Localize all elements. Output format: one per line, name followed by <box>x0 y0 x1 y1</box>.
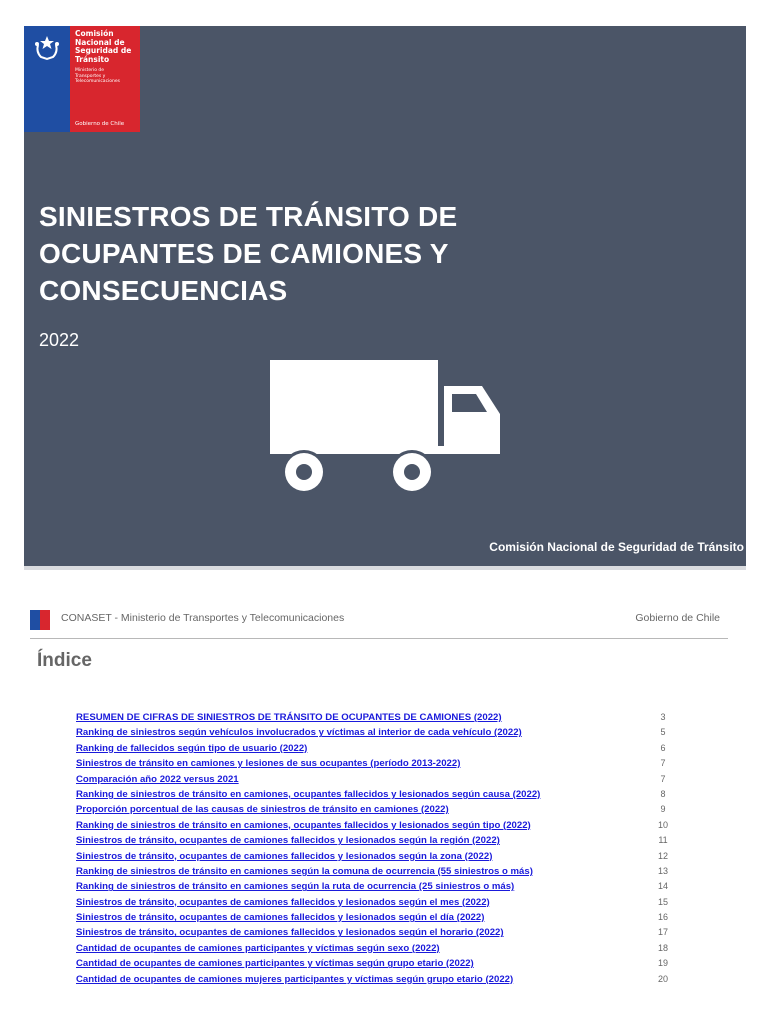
logo-gobierno: Gobierno de Chile <box>75 121 125 127</box>
toc-item <box>76 787 676 802</box>
cover-title-line: OCUPANTES DE CAMIONES Y <box>39 238 449 269</box>
logo-title-line: Tránsito <box>75 54 110 64</box>
logo-red-panel <box>70 26 140 132</box>
toc-link[interactable]: Siniestros de tránsito en camiones y lesiones de sus ocupantes (período 2013-2022) <box>76 758 461 770</box>
toc-page-number: 20 <box>657 973 668 984</box>
toc-link[interactable]: Ranking de siniestros de tránsito en camiones, ocupantes fallecidos y lesionados según causa (2022) <box>76 788 541 800</box>
toc-link[interactable]: Cantidad de ocupantes de camiones mujeres participantes y víctimas según grupo etario (2022) <box>76 973 514 985</box>
truck-icon <box>270 360 500 496</box>
toc-link[interactable]: Siniestros de tránsito, ocupantes de camiones fallecidos y lesionados según el horario (2022) <box>76 927 504 939</box>
toc-link[interactable]: Cantidad de ocupantes de camiones participantes y víctimas según grupo etario (2022) <box>76 958 474 970</box>
cover-title-line: CONSECUENCIAS <box>39 275 288 306</box>
logo-title <box>75 30 131 64</box>
toc-link[interactable]: RESUMEN DE CIFRAS DE SINIESTROS DE TRÁNSITO DE OCUPANTES DE CAMIONES (2022) <box>76 712 502 723</box>
logo-sub-line: Ministerio de <box>75 68 105 73</box>
toc-page-number: 8 <box>660 788 666 799</box>
cover-year: 2022 <box>39 330 80 350</box>
logo-blue-panel <box>24 26 70 132</box>
chile-flag-icon <box>30 610 50 630</box>
toc-item <box>76 864 676 879</box>
header-gobierno: Gobierno de Chile <box>635 612 720 624</box>
toc-link[interactable]: Siniestros de tránsito, ocupantes de camiones fallecidos y lesionados según la región (2022) <box>76 835 500 847</box>
toc-link[interactable]: Ranking de siniestros de tránsito en camiones según la ruta de ocurrencia (25 siniestros o más) <box>76 881 515 893</box>
toc-link[interactable]: Cantidad de ocupantes de camiones participantes y víctimas según sexo (2022) <box>76 942 440 954</box>
cover-footer: Comisión Nacional de Seguridad de Tránsito <box>489 540 744 554</box>
toc-link[interactable]: Ranking de siniestros de tránsito en camiones, ocupantes fallecidos y lesionados según tipo (2022) <box>76 819 531 831</box>
toc-link[interactable]: Siniestros de tránsito, ocupantes de camiones fallecidos y lesionados según el día (2022) <box>76 912 485 924</box>
toc-page-number: 11 <box>658 835 668 846</box>
toc-item <box>76 925 676 940</box>
toc-page-number: 3 <box>660 712 666 722</box>
toc-page-number: 17 <box>657 927 668 938</box>
conaset-logo <box>24 26 140 132</box>
header-ministry: CONASET - Ministerio de Transportes y Telecomunicaciones <box>61 612 345 624</box>
toc-link[interactable]: Ranking de siniestros según vehículos involucrados y víctimas al interior de cada vehículo (2022) <box>76 727 522 739</box>
toc-page-number: 14 <box>657 881 668 892</box>
toc-page-number: 7 <box>660 758 666 769</box>
toc-page-number: 10 <box>657 819 668 830</box>
toc-item <box>76 725 676 740</box>
toc-link[interactable]: Ranking de siniestros de tránsito en camiones según la comuna de ocurrencia (55 siniestros o más) <box>76 865 533 877</box>
toc-item <box>76 956 676 971</box>
logo-title-line: Seguridad de <box>75 46 132 55</box>
table-of-contents <box>76 710 676 987</box>
toc-page-number: 15 <box>657 896 668 907</box>
toc-link[interactable]: Comparación año 2022 versus 2021 <box>76 773 239 785</box>
cover-title-line: SINIESTROS DE TRÁNSITO DE <box>39 201 458 232</box>
toc-item <box>76 910 676 925</box>
toc-item <box>76 818 676 833</box>
toc-item <box>76 772 676 787</box>
toc-page-number: 6 <box>660 742 666 753</box>
toc-link[interactable]: Ranking de fallecidos según tipo de usuario (2022) <box>76 742 308 754</box>
cover-title <box>39 198 599 309</box>
toc-item <box>76 941 676 956</box>
toc-link[interactable]: Proporción porcentual de las causas de siniestros de tránsito en camiones (2022) <box>76 804 449 816</box>
toc-item <box>76 802 676 817</box>
toc-page-number: 19 <box>657 958 668 969</box>
toc-item <box>76 756 676 771</box>
toc-item <box>76 833 676 848</box>
toc-page-number: 9 <box>660 804 666 815</box>
toc-item <box>76 972 676 987</box>
logo-ministry <box>75 68 120 85</box>
toc-page-number: 18 <box>657 942 668 953</box>
toc-item <box>76 895 676 910</box>
coat-of-arms-icon <box>32 32 62 62</box>
logo-title-line: Comisión <box>75 29 114 38</box>
toc-item <box>76 879 676 894</box>
toc-link[interactable]: Siniestros de tránsito, ocupantes de camiones fallecidos y lesionados según el mes (2022) <box>76 896 490 908</box>
toc-item <box>76 741 676 756</box>
index-title: Índice <box>37 650 92 671</box>
logo-sub-line: Telecomunicaciones <box>75 79 121 84</box>
toc-page-number: 16 <box>657 912 668 923</box>
cover-slide <box>24 26 746 566</box>
logo-title-line: Nacional de <box>75 37 125 47</box>
page-divider <box>24 566 746 570</box>
toc-page-number: 7 <box>660 773 666 784</box>
toc-page-number: 13 <box>657 865 668 876</box>
toc-page-number: 5 <box>660 727 666 738</box>
logo-sub-line: Transportes y <box>75 73 106 79</box>
toc-link[interactable]: Siniestros de tránsito, ocupantes de camiones fallecidos y lesionados según la zona (2022) <box>76 850 493 862</box>
page-header <box>30 608 728 639</box>
toc-page-number: 12 <box>657 850 668 861</box>
toc-item <box>76 710 676 725</box>
toc-item <box>76 849 676 864</box>
